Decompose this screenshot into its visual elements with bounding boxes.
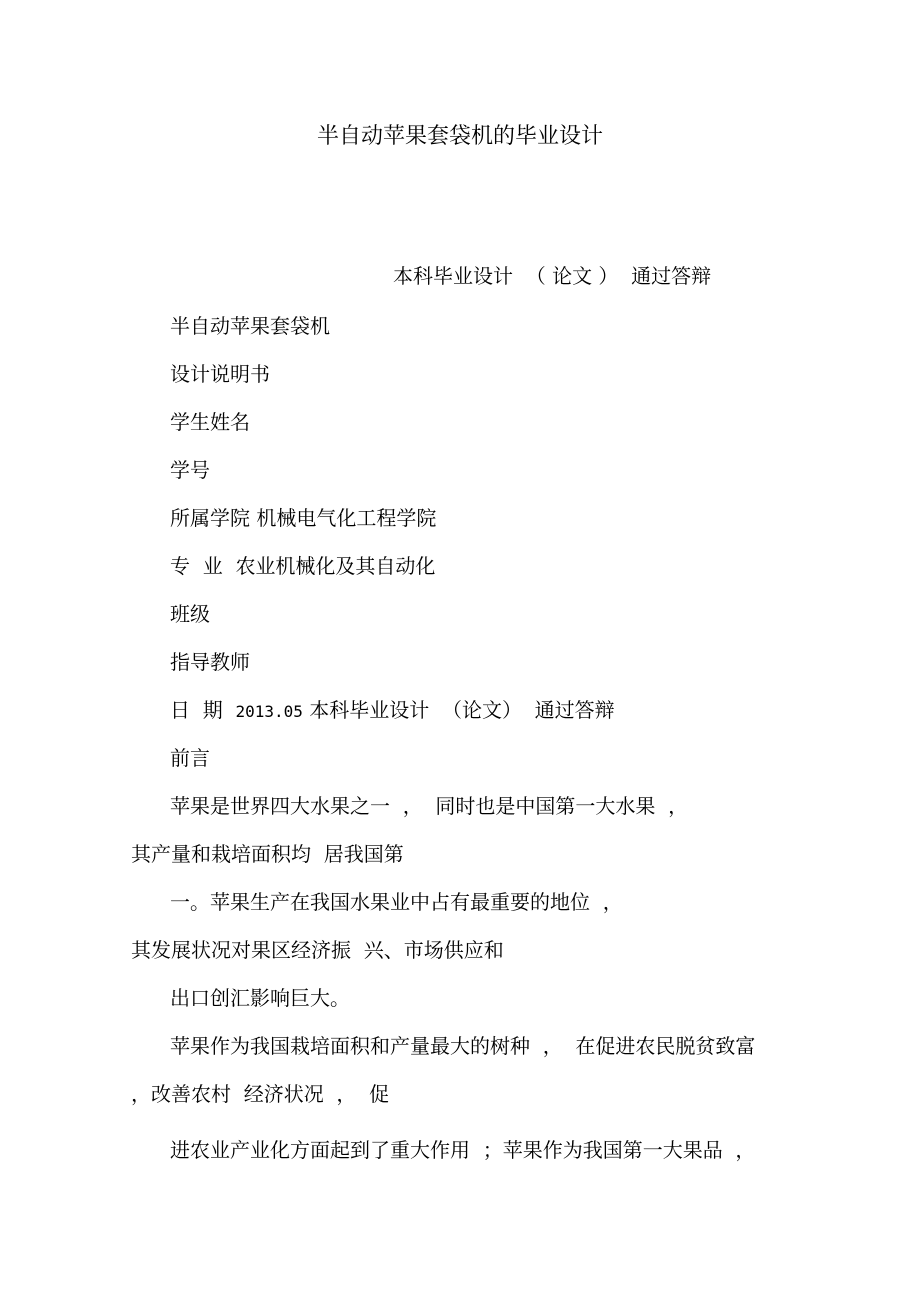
date-label: 日 期 bbox=[170, 698, 223, 722]
college-label: 所属学院 bbox=[170, 506, 250, 530]
date-trailing-text: 本科毕业设计 （论文） 通过答辩 bbox=[309, 698, 615, 722]
student-name-label: 学生姓名 bbox=[170, 410, 250, 434]
college-row bbox=[170, 506, 436, 530]
major-value: 农业机械化及其自动化 bbox=[235, 554, 436, 578]
class-label: 班级 bbox=[170, 602, 210, 626]
date-row bbox=[170, 698, 615, 724]
document-title: 半自动苹果套袋机的毕业设计 bbox=[316, 124, 603, 149]
date-value: 2013.05 bbox=[235, 702, 303, 721]
major-row bbox=[170, 554, 435, 578]
body-line: 苹果是世界四大水果之一 ， 同时也是中国第一大水果 ， bbox=[170, 794, 689, 818]
body-line: 进农业产业化方面起到了重大作用 ；苹果作为我国第一大果品 ， bbox=[170, 1138, 756, 1162]
body-line: 出口创汇影响巨大。 bbox=[170, 986, 350, 1010]
student-id-label: 学号 bbox=[170, 458, 210, 482]
body-line: 其产量和栽培面积均 居我国第 bbox=[131, 842, 404, 866]
body-line: ，改善农村 经济状况 ， 促 bbox=[131, 1082, 390, 1106]
major-label: 专 业 bbox=[170, 554, 223, 578]
college-value: 机械电气化工程学院 bbox=[256, 506, 437, 530]
doc-type: 设计说明书 bbox=[170, 362, 270, 386]
project-name: 半自动苹果套袋机 bbox=[170, 314, 330, 338]
body-line: 一。苹果生产在我国水果业中占有最重要的地位 ， bbox=[170, 890, 623, 914]
advisor-label: 指导教师 bbox=[170, 650, 250, 674]
defense-banner: 本科毕业设计 （ 论文 ） 通过答辩 bbox=[393, 264, 712, 288]
body-line: 苹果作为我国栽培面积和产量最大的树种 ， 在促进农民脱贫致富 bbox=[170, 1034, 756, 1058]
preface-heading: 前言 bbox=[170, 746, 210, 770]
body-line: 其发展状况对果区经济振 兴、市场供应和 bbox=[131, 938, 504, 962]
